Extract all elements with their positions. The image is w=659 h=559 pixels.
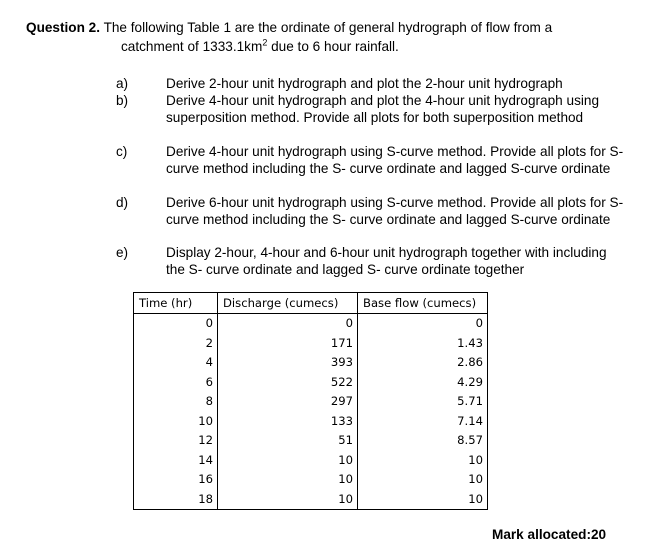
cell-baseflow: 5.71: [358, 392, 488, 412]
item-text: Derive 4-hour unit hydrograph using S-curve method. Provide all plots for S-curve method including the S- curve ordinate and lagged S-curve ordinate: [166, 144, 624, 176]
cell-discharge: 171: [218, 334, 358, 354]
area-text: catchment of 1333.1km: [121, 39, 263, 54]
cell-time: 12: [134, 431, 218, 451]
cell-time: 0: [134, 314, 218, 334]
table-row: [134, 314, 488, 334]
header-time: Time (hr): [134, 293, 218, 314]
item-text: Display 2-hour, 4-hour and 6-hour unit hydrograph together with including the S- curve ordinate and lagged S- curve ordinate together: [166, 245, 607, 277]
cell-discharge: 393: [218, 353, 358, 373]
cell-time: 16: [134, 470, 218, 490]
table-row: [134, 353, 488, 373]
item-text: Derive 2-hour unit hydrograph and plot the 2-hour unit hydrograph: [166, 76, 563, 91]
question-text-line1: The following Table 1 are the ordinate of general hydrograph of flow from a: [103, 20, 553, 35]
item-label: a): [116, 76, 129, 91]
header-discharge: Discharge (cumecs): [218, 293, 358, 314]
question-number: Question 2.: [26, 20, 101, 35]
cell-baseflow: 0: [358, 314, 488, 334]
table-row: [134, 431, 488, 451]
area-superscript: 2: [262, 37, 268, 48]
table-row: [134, 490, 488, 510]
cell-time: 4: [134, 353, 218, 373]
cell-discharge: 10: [218, 470, 358, 490]
area-text-end: due to 6 hour rainfall.: [267, 39, 399, 54]
table-header-row: [134, 293, 488, 314]
table-row: [134, 451, 488, 471]
item-label: e): [116, 245, 129, 260]
table-row: [134, 373, 488, 393]
cell-discharge: 10: [218, 451, 358, 471]
cell-discharge: 522: [218, 373, 358, 393]
item-label: b): [116, 93, 129, 108]
table-row: [134, 412, 488, 432]
cell-baseflow: 1.43: [358, 334, 488, 354]
cell-discharge: 0: [218, 314, 358, 334]
table-row: [134, 334, 488, 354]
cell-discharge: 297: [218, 392, 358, 412]
cell-discharge: 51: [218, 431, 358, 451]
cell-time: 6: [134, 373, 218, 393]
cell-baseflow: 10: [358, 451, 488, 471]
item-text: Derive 6-hour unit hydrograph using S-curve method. Provide all plots for S-curve method including the S- curve ordinate and lagged S-curve ordinate: [166, 195, 624, 227]
cell-time: 2: [134, 334, 218, 354]
mark-allocated: Mark allocated:20: [492, 527, 607, 542]
table-row: [134, 392, 488, 412]
question-heading: [26, 19, 641, 36]
cell-discharge: 133: [218, 412, 358, 432]
header-baseflow: Base flow (cumecs): [358, 293, 488, 314]
item-text: Derive 4-hour unit hydrograph and plot the 4-hour unit hydrograph using superposition method. Provide all plots for both superposition method: [166, 93, 600, 125]
cell-time: 18: [134, 490, 218, 510]
item-label: d): [116, 195, 129, 210]
item-label: c): [116, 144, 128, 159]
cell-time: 10: [134, 412, 218, 432]
hydrograph-table: [133, 292, 488, 510]
cell-baseflow: 10: [358, 470, 488, 490]
cell-discharge: 10: [218, 490, 358, 510]
table-row: [134, 470, 488, 490]
cell-baseflow: 8.57: [358, 431, 488, 451]
question-text-line2: [121, 38, 399, 55]
cell-baseflow: 10: [358, 490, 488, 510]
cell-time: 14: [134, 451, 218, 471]
cell-baseflow: 2.86: [358, 353, 488, 373]
cell-baseflow: 7.14: [358, 412, 488, 432]
cell-baseflow: 4.29: [358, 373, 488, 393]
cell-time: 8: [134, 392, 218, 412]
